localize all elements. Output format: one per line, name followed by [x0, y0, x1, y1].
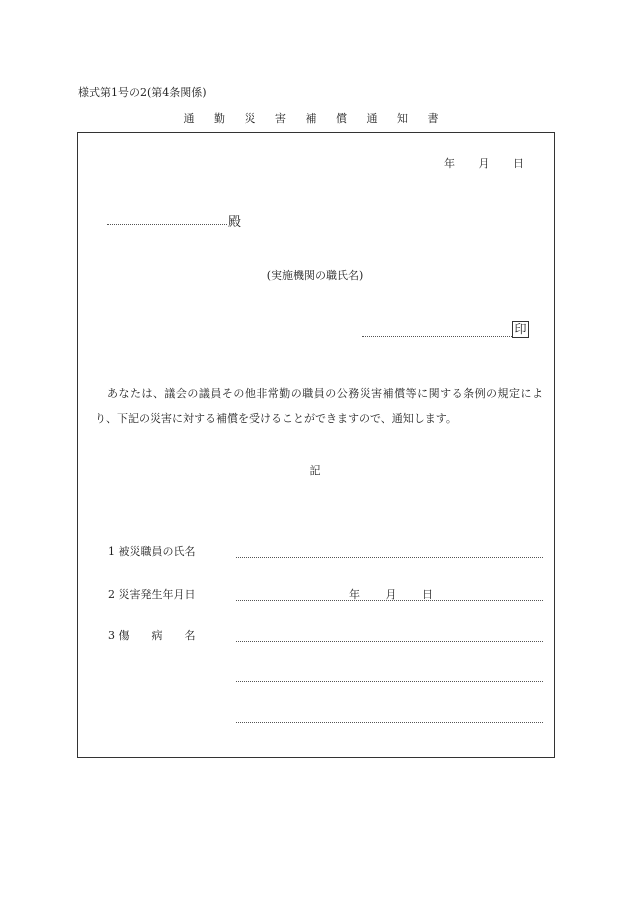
official-name-line	[362, 336, 512, 337]
item-disaster-date-line	[236, 600, 543, 601]
ki-heading: 記	[309, 464, 321, 477]
item-victim-name-label: 1 被災職員の氏名	[108, 545, 196, 558]
item-injury-extra-line	[236, 722, 543, 723]
form-frame	[77, 132, 555, 758]
item-victim-name-line	[236, 557, 543, 558]
item-injury-extra-line	[236, 681, 543, 682]
form-number-label: 様式第1号の2(第4条関係)	[78, 86, 207, 99]
document-title: 通 勤 災 害 補 償 通 知 書	[183, 112, 447, 125]
item-disaster-date-value: 年 月 日	[349, 588, 433, 601]
addressee-name-line	[107, 224, 227, 225]
issue-date: 年 月 日	[444, 157, 524, 170]
item-injury-name-line	[236, 641, 543, 642]
organization-official-label: (実施機関の職氏名)	[266, 269, 364, 282]
notice-body-text: あなたは、議会の議員その他非常勤の職員の公務災害補償等に関する条例の規定により、下記の災害に対する補償を受けることができますので、通知します。	[95, 387, 543, 425]
item-disaster-date-label: 2 災害発生年月日	[108, 588, 196, 601]
seal-mark: 印	[512, 321, 529, 338]
addressee-honorific: 殿	[228, 215, 242, 230]
item-injury-name-label: 3 傷 病 名	[108, 629, 196, 642]
